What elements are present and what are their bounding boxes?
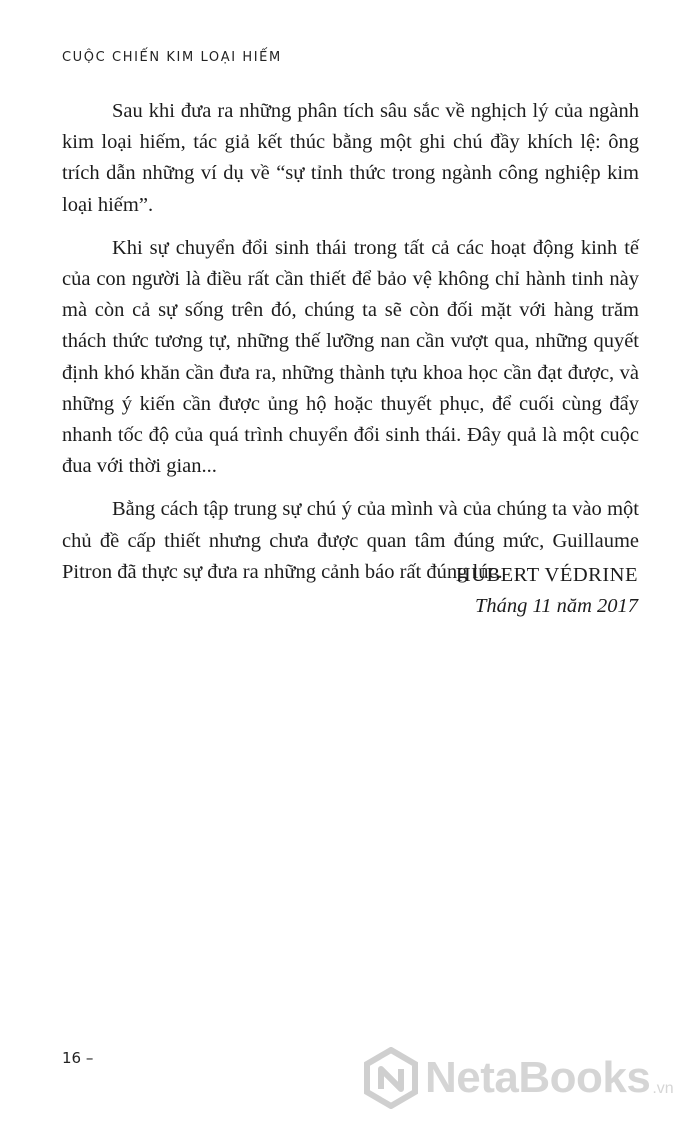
paragraph: Khi sự chuyển đổi sinh thái trong tất cả các hoạt động kinh tế của con người là điều rất cần thiết để bảo vệ không chỉ hành tinh này mà còn cả sự sống trên đó, chúng ta sẽ còn đối mặt với hàng trăm thách thức tương tự, những thế lưỡng nan cần vượt qua, những quyết định khó khăn cần đưa ra, những thành tựu khoa học cần đạt được, và những ý kiến cần được ủng hộ hoặc thuyết phục, để cuối cùng đẩy nhanh tốc độ của quá trình chuyển đổi sinh thái. Đây quả là một cuộc đua với thời gian... xyxy=(62,236,639,478)
signature-block xyxy=(456,560,638,622)
author-name: HUBERT VÉDRINE xyxy=(455,564,638,586)
watermark-suffix: .vn xyxy=(652,1080,674,1097)
paragraph: Bằng cách tập trung sự chú ý của mình và của chúng ta vào một chủ đề cấp thiết nhưng chưa được quan tâm đúng mức, Guillaume Pitron đã thực sự đưa ra những cảnh báo rất đúng lúc. xyxy=(62,498,639,583)
main-text xyxy=(62,96,639,600)
signature-date: Tháng 11 năm 2017 xyxy=(474,595,638,617)
netabooks-logo-icon xyxy=(363,1047,419,1109)
watermark xyxy=(363,1043,674,1113)
watermark-brand: NetaBooks xyxy=(425,1053,651,1102)
paragraph: Sau khi đưa ra những phân tích sâu sắc về nghịch lý của ngành kim loại hiếm, tác giả kết thúc bằng một ghi chú đầy khích lệ: ông trích dẫn những ví dụ về “sự tỉnh thức trong ngành công nghiệp kim loại hiếm”. xyxy=(62,100,639,216)
running-header: CUỘC CHIẾN KIM LOẠI HIẾM xyxy=(62,50,282,65)
page-number: 16 – xyxy=(62,1049,94,1067)
